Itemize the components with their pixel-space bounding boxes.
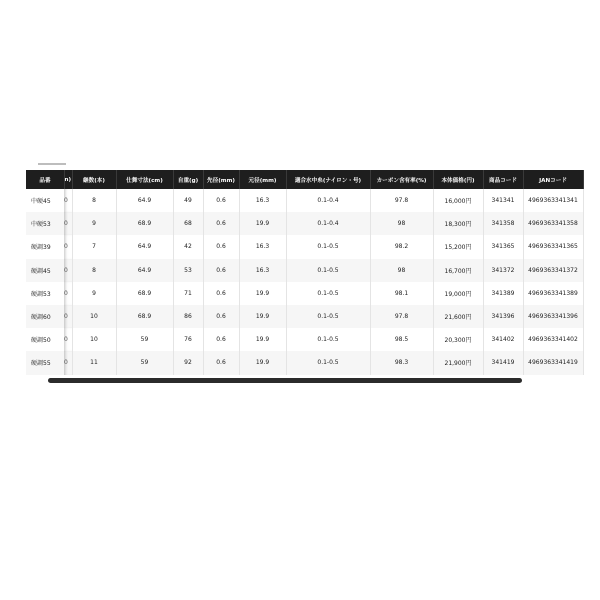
tab-indicator (38, 163, 66, 165)
column-header: 適合水中糸(ナイロン・号) (286, 170, 370, 189)
table-cell: 98.3 (370, 351, 433, 374)
table-row (26, 189, 583, 212)
table-cell: 97.8 (370, 189, 433, 212)
column-header: 先径(mm) (203, 170, 239, 189)
table-cell: 98 (370, 259, 433, 282)
table-cell: 59 (116, 351, 173, 374)
table-cell: 19.9 (239, 328, 286, 351)
table-header-row (26, 170, 583, 189)
table-cell: 68.9 (116, 212, 173, 235)
table-cell: 341396 (483, 305, 523, 328)
table-cell: 68.9 (116, 305, 173, 328)
table-cell: 0 (64, 305, 72, 328)
column-header: JANコード (523, 170, 583, 189)
table-cell: 4969363341419 (523, 351, 583, 374)
table-cell: 4969363341372 (523, 259, 583, 282)
table-cell: 7 (72, 235, 116, 258)
table-cell: 341358 (483, 212, 523, 235)
product-number-cell: 中硬53 (26, 212, 64, 235)
table-cell: 19.9 (239, 282, 286, 305)
spec-table (26, 170, 584, 375)
table-row (26, 212, 583, 235)
table-cell: 16,000円 (433, 189, 483, 212)
product-number-cell: 中硬45 (26, 189, 64, 212)
table-cell: 341341 (483, 189, 523, 212)
table-cell: 0 (64, 189, 72, 212)
table-cell: 8 (72, 189, 116, 212)
table-cell: 15,200円 (433, 235, 483, 258)
table-cell: 98.1 (370, 282, 433, 305)
table-cell: 341372 (483, 259, 523, 282)
product-number-cell: 硬調60 (26, 305, 64, 328)
table-cell: 19.9 (239, 351, 286, 374)
table-cell: 21,600円 (433, 305, 483, 328)
table-cell: 59 (116, 328, 173, 351)
table-cell: 16.3 (239, 235, 286, 258)
table-row (26, 305, 583, 328)
table-cell: 0.1-0.5 (286, 235, 370, 258)
table-cell: 98 (370, 212, 433, 235)
table-cell: 16,700円 (433, 259, 483, 282)
table-cell: 0.1-0.5 (286, 351, 370, 374)
table-cell: 16.3 (239, 189, 286, 212)
table-cell: 10 (72, 305, 116, 328)
table-cell: 0.6 (203, 235, 239, 258)
table-cell: 98.5 (370, 328, 433, 351)
table-cell: 0.1-0.4 (286, 212, 370, 235)
product-number-cell: 硬調53 (26, 282, 64, 305)
table-cell: 21,900円 (433, 351, 483, 374)
table-cell: 4969363341396 (523, 305, 583, 328)
table-cell: 4969363341341 (523, 189, 583, 212)
table-cell: 341402 (483, 328, 523, 351)
table-cell: 49 (173, 189, 203, 212)
column-header: カーボン含有率(%) (370, 170, 433, 189)
table-cell: 19.9 (239, 212, 286, 235)
table-cell: 68 (173, 212, 203, 235)
table-cell: 19.9 (239, 305, 286, 328)
table-row (26, 235, 583, 258)
table-cell: 18,300円 (433, 212, 483, 235)
table-cell: 4969363341365 (523, 235, 583, 258)
column-header: 商品コード (483, 170, 523, 189)
table-cell: 68.9 (116, 282, 173, 305)
table-cell: 4969363341389 (523, 282, 583, 305)
table-cell: 341419 (483, 351, 523, 374)
spec-table-container[interactable] (26, 170, 578, 383)
table-cell: 4969363341358 (523, 212, 583, 235)
table-cell: 0.1-0.5 (286, 259, 370, 282)
table-cell: 16.3 (239, 259, 286, 282)
table-cell: 19,000円 (433, 282, 483, 305)
table-cell: 0.1-0.5 (286, 328, 370, 351)
table-cell: 0 (64, 351, 72, 374)
table-cell: 0.1-0.5 (286, 305, 370, 328)
column-header: n) (64, 170, 72, 189)
table-row (26, 282, 583, 305)
table-cell: 0.6 (203, 305, 239, 328)
table-cell: 0.6 (203, 189, 239, 212)
table-row (26, 351, 583, 374)
table-cell: 64.9 (116, 235, 173, 258)
table-cell: 341389 (483, 282, 523, 305)
product-number-cell: 硬調45 (26, 259, 64, 282)
table-cell: 92 (173, 351, 203, 374)
table-cell: 97.8 (370, 305, 433, 328)
table-cell: 10 (72, 328, 116, 351)
table-cell: 0.6 (203, 282, 239, 305)
table-cell: 0 (64, 282, 72, 305)
table-row (26, 328, 583, 351)
table-cell: 0.1-0.4 (286, 189, 370, 212)
table-cell: 0.6 (203, 259, 239, 282)
product-number-cell: 硬調55 (26, 351, 64, 374)
table-cell: 8 (72, 259, 116, 282)
table-cell: 341365 (483, 235, 523, 258)
table-cell: 0.6 (203, 351, 239, 374)
product-number-cell: 硬調50 (26, 328, 64, 351)
table-row (26, 259, 583, 282)
table-cell: 42 (173, 235, 203, 258)
column-header (26, 170, 64, 189)
table-cell: 0.6 (203, 328, 239, 351)
column-header: 仕舞寸法(cm) (116, 170, 173, 189)
table-cell: 86 (173, 305, 203, 328)
table-cell: 20,300円 (433, 328, 483, 351)
table-cell: 53 (173, 259, 203, 282)
table-cell: 0.1-0.5 (286, 282, 370, 305)
table-cell: 71 (173, 282, 203, 305)
table-cell: 76 (173, 328, 203, 351)
scrollbar-thumb[interactable] (48, 378, 522, 383)
table-cell: 0 (64, 259, 72, 282)
column-header: 本体価格(円) (433, 170, 483, 189)
column-header-label: 品番 (39, 177, 51, 184)
table-cell: 0 (64, 328, 72, 351)
product-number-cell: 硬調39 (26, 235, 64, 258)
table-cell: 11 (72, 351, 116, 374)
table-cell: 9 (72, 212, 116, 235)
table-cell: 0 (64, 212, 72, 235)
column-header: 元径(mm) (239, 170, 286, 189)
table-cell: 64.9 (116, 189, 173, 212)
table-cell: 64.9 (116, 259, 173, 282)
table-cell: 0.6 (203, 212, 239, 235)
column-header: 継数(本) (72, 170, 116, 189)
table-cell: 98.2 (370, 235, 433, 258)
table-cell: 9 (72, 282, 116, 305)
table-body (26, 189, 583, 375)
table-cell: 4969363341402 (523, 328, 583, 351)
column-header: 自重(g) (173, 170, 203, 189)
table-cell: 0 (64, 235, 72, 258)
